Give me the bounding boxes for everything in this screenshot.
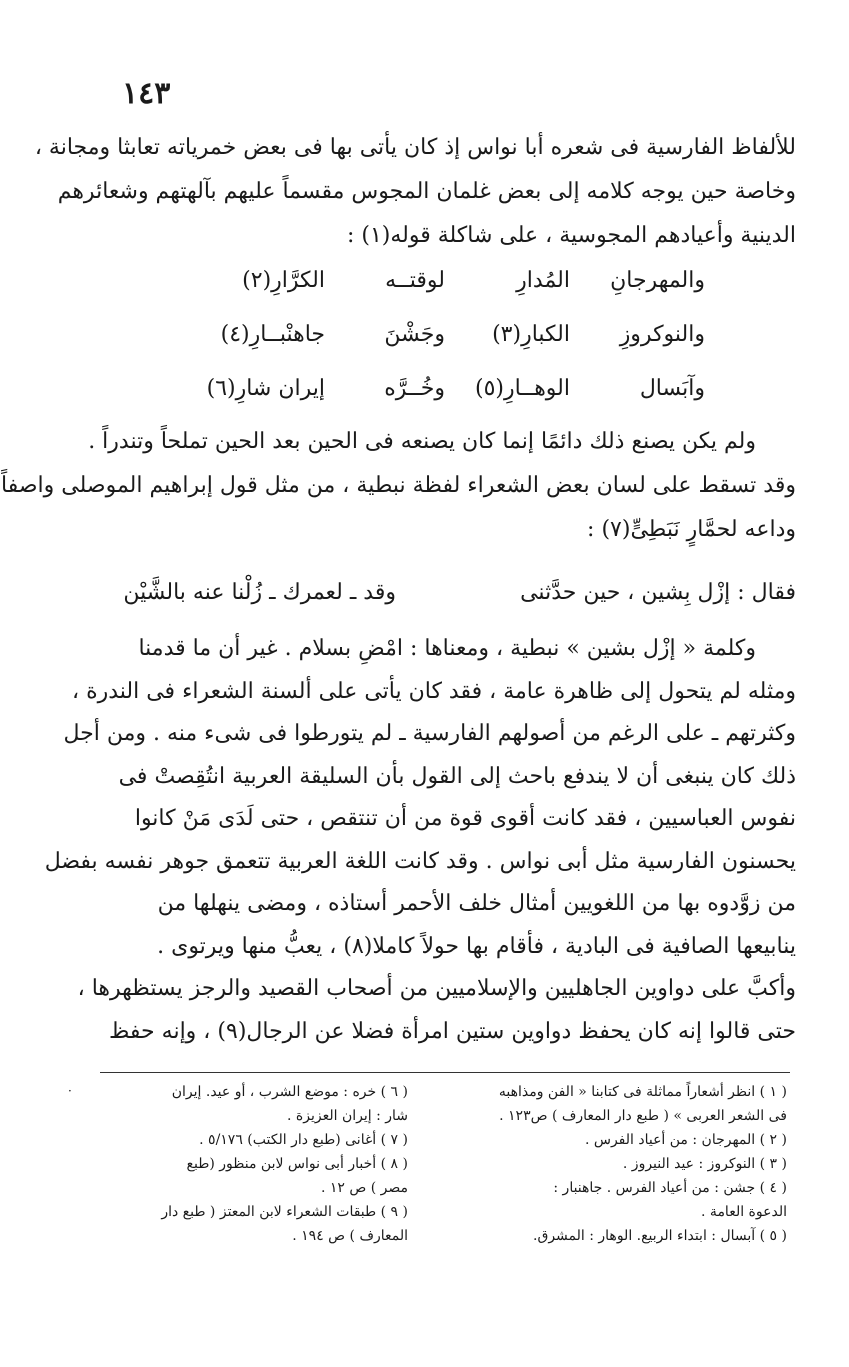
footnote-line: شار : إيران العزيزة .: [287, 1108, 408, 1124]
text-line: ذلك كان ينبغى أن لا يندفع باحث إلى القول بأن السليقة العربية انتُقِصتْ فى: [118, 763, 796, 789]
footnote-line: الدعوة العامة .: [701, 1204, 787, 1220]
footnote-line: فى الشعر العربى » ( طبع دار المعارف ) ص١٢٣ .: [499, 1108, 787, 1124]
text-line: ومثله لم يتحول إلى ظاهرة عامة ، فقد كان يأتى على ألسنة الشعراء فى الندرة ،: [71, 678, 796, 704]
verse-word: وخُــرَّه: [384, 376, 445, 401]
verse-word: والمهرجانِ: [610, 268, 705, 293]
verse-word: وجَشْنَ: [384, 322, 445, 347]
text-line: من زوَّدوه بها من اللغويين أمثال خلف الأحمر أستاذه ، ومضى ينهلها من: [157, 891, 796, 916]
text-line: الدينية وأعيادهم المجوسية ، على شاكلة قوله(١) :: [346, 223, 796, 248]
verse-line: [200, 268, 705, 308]
footnote-line: ( ٦ ) خره : موضع الشرب ، أو عيد. إيران: [171, 1084, 408, 1100]
text-line: ولم يكن يصنع ذلك دائمًا إنما كان يصنعه فى الحين بعد الحين تملحاً وتندراً .: [88, 429, 756, 454]
footnote-line: المعارف ) ص ١٩٤ .: [292, 1228, 408, 1244]
verse-word: المُدارِ: [516, 268, 570, 293]
footnotes-right-column: [482, 1080, 787, 1248]
verse-word: الوهــارِ(٥): [474, 376, 570, 401]
verse-hemistich: فقال : إزْل بِشين ، حين حدَّثنى: [520, 580, 796, 605]
footnote-line: ( ٩ ) طبقات الشعراء لابن المعتز ( طبع دار: [161, 1204, 408, 1220]
verse-word: والنوكروزِ: [619, 322, 705, 347]
paragraph-intro: [34, 126, 796, 258]
text-line: حتى قالوا إنه كان يحفظ دواوين ستين امرأة فضلا عن الرجال(٩) ، وإنه حفظ: [109, 1018, 796, 1044]
verse-word: جاهنْبــارِ(٤): [220, 322, 325, 347]
verse-word: الكرَّارِ(٢): [242, 268, 325, 293]
page-number: ١٤٣: [122, 76, 171, 111]
text-line: ينابيعها الصافية فى البادية ، فأقام بها حولاً كاملا(٨) ، يعبُّ منها ويرتوى .: [157, 933, 796, 959]
text-line: وكثرتهم ـ على الرغم من أصولهم الفارسية ـ لم يتورطوا فى شىء منه . ومن أجل: [63, 721, 796, 746]
text-line: وداعه لحمَّارٍ نَبَطِىٍّ(٧) :: [587, 517, 796, 542]
paragraph-middle: [1, 420, 796, 552]
text-line: وخاصة حين يوجه كلامه إلى بعض غلمان المجوس مقسماً عليهم بآلهتهم وشعائرهم: [57, 179, 796, 204]
footnote-line: ( ٤ ) جشن : من أعياد الفرس . جاهنبار :: [553, 1180, 787, 1196]
text-line: للألفاظ الفارسية فى شعره أبا نواس إذ كان يأتى بها فى بعض خمرياته تعابثا ومجانة ،: [34, 135, 796, 160]
verse-line: [200, 322, 705, 362]
stray-mark: ·: [68, 1084, 72, 1098]
footnote-line: مصر ) ص ١٢ .: [320, 1180, 408, 1196]
text-line: وأكبَّ على دواوين الجاهليين والإسلاميين من أصحاب القصيد والرجز يستظهرها ،: [77, 976, 796, 1001]
paragraph-main: [44, 628, 796, 1053]
verse-word: إيران شارِ(٦): [206, 376, 325, 401]
text-line: وقد تسقط على لسان بعض الشعراء لفظة نبطية ، من مثل قول إبراهيم الموصلى واصفاً: [1, 473, 796, 498]
footnote-line: ( ٨ ) أخبار أبى نواس لابن منظور (طبع: [186, 1156, 408, 1172]
footnotes-left-column: [98, 1080, 408, 1248]
footnote-divider: [100, 1072, 790, 1073]
verse-hemistich: وقد ـ لعمرك ـ زُلْنا عنه بالشَّيْن: [123, 580, 396, 605]
verse-word: لوقتــه: [385, 268, 445, 293]
text-line: يحسنون الفارسية مثل أبى نواس . وقد كانت اللغة العربية تتعمق جوهر نفسه بفضل: [44, 848, 796, 874]
text-line: وكلمة « إزْل بشين » نبطية ، ومعناها : امْضِ بسلام . غير أن ما قدمنا: [138, 636, 756, 661]
footnote-line: ( ١ ) انظر أشعاراً مماثلة فى كتابنا « الفن ومذاهبه: [498, 1084, 787, 1100]
footnote-line: ( ٧ ) أغانى (طبع دار الكتب) ٥/١٧٦ .: [199, 1132, 408, 1148]
verse-word: الكبارِ(٣): [492, 322, 570, 347]
verse-word: وآبَسال: [639, 376, 705, 401]
verse-line: [200, 376, 705, 416]
text-line: نفوس العباسيين ، فقد كانت أقوى قوة من أن تنتقص ، حتى لَدَى مَنْ كانوا: [134, 806, 796, 831]
footnote-line: ( ٥ ) آبسال : ابتداء الربيع. الوهار : المشرق.: [533, 1228, 787, 1244]
footnote-line: ( ٢ ) المهرجان : من أعياد الفرس .: [584, 1132, 787, 1148]
footnote-line: ( ٣ ) النوكروز : عيد النيروز .: [622, 1156, 787, 1172]
